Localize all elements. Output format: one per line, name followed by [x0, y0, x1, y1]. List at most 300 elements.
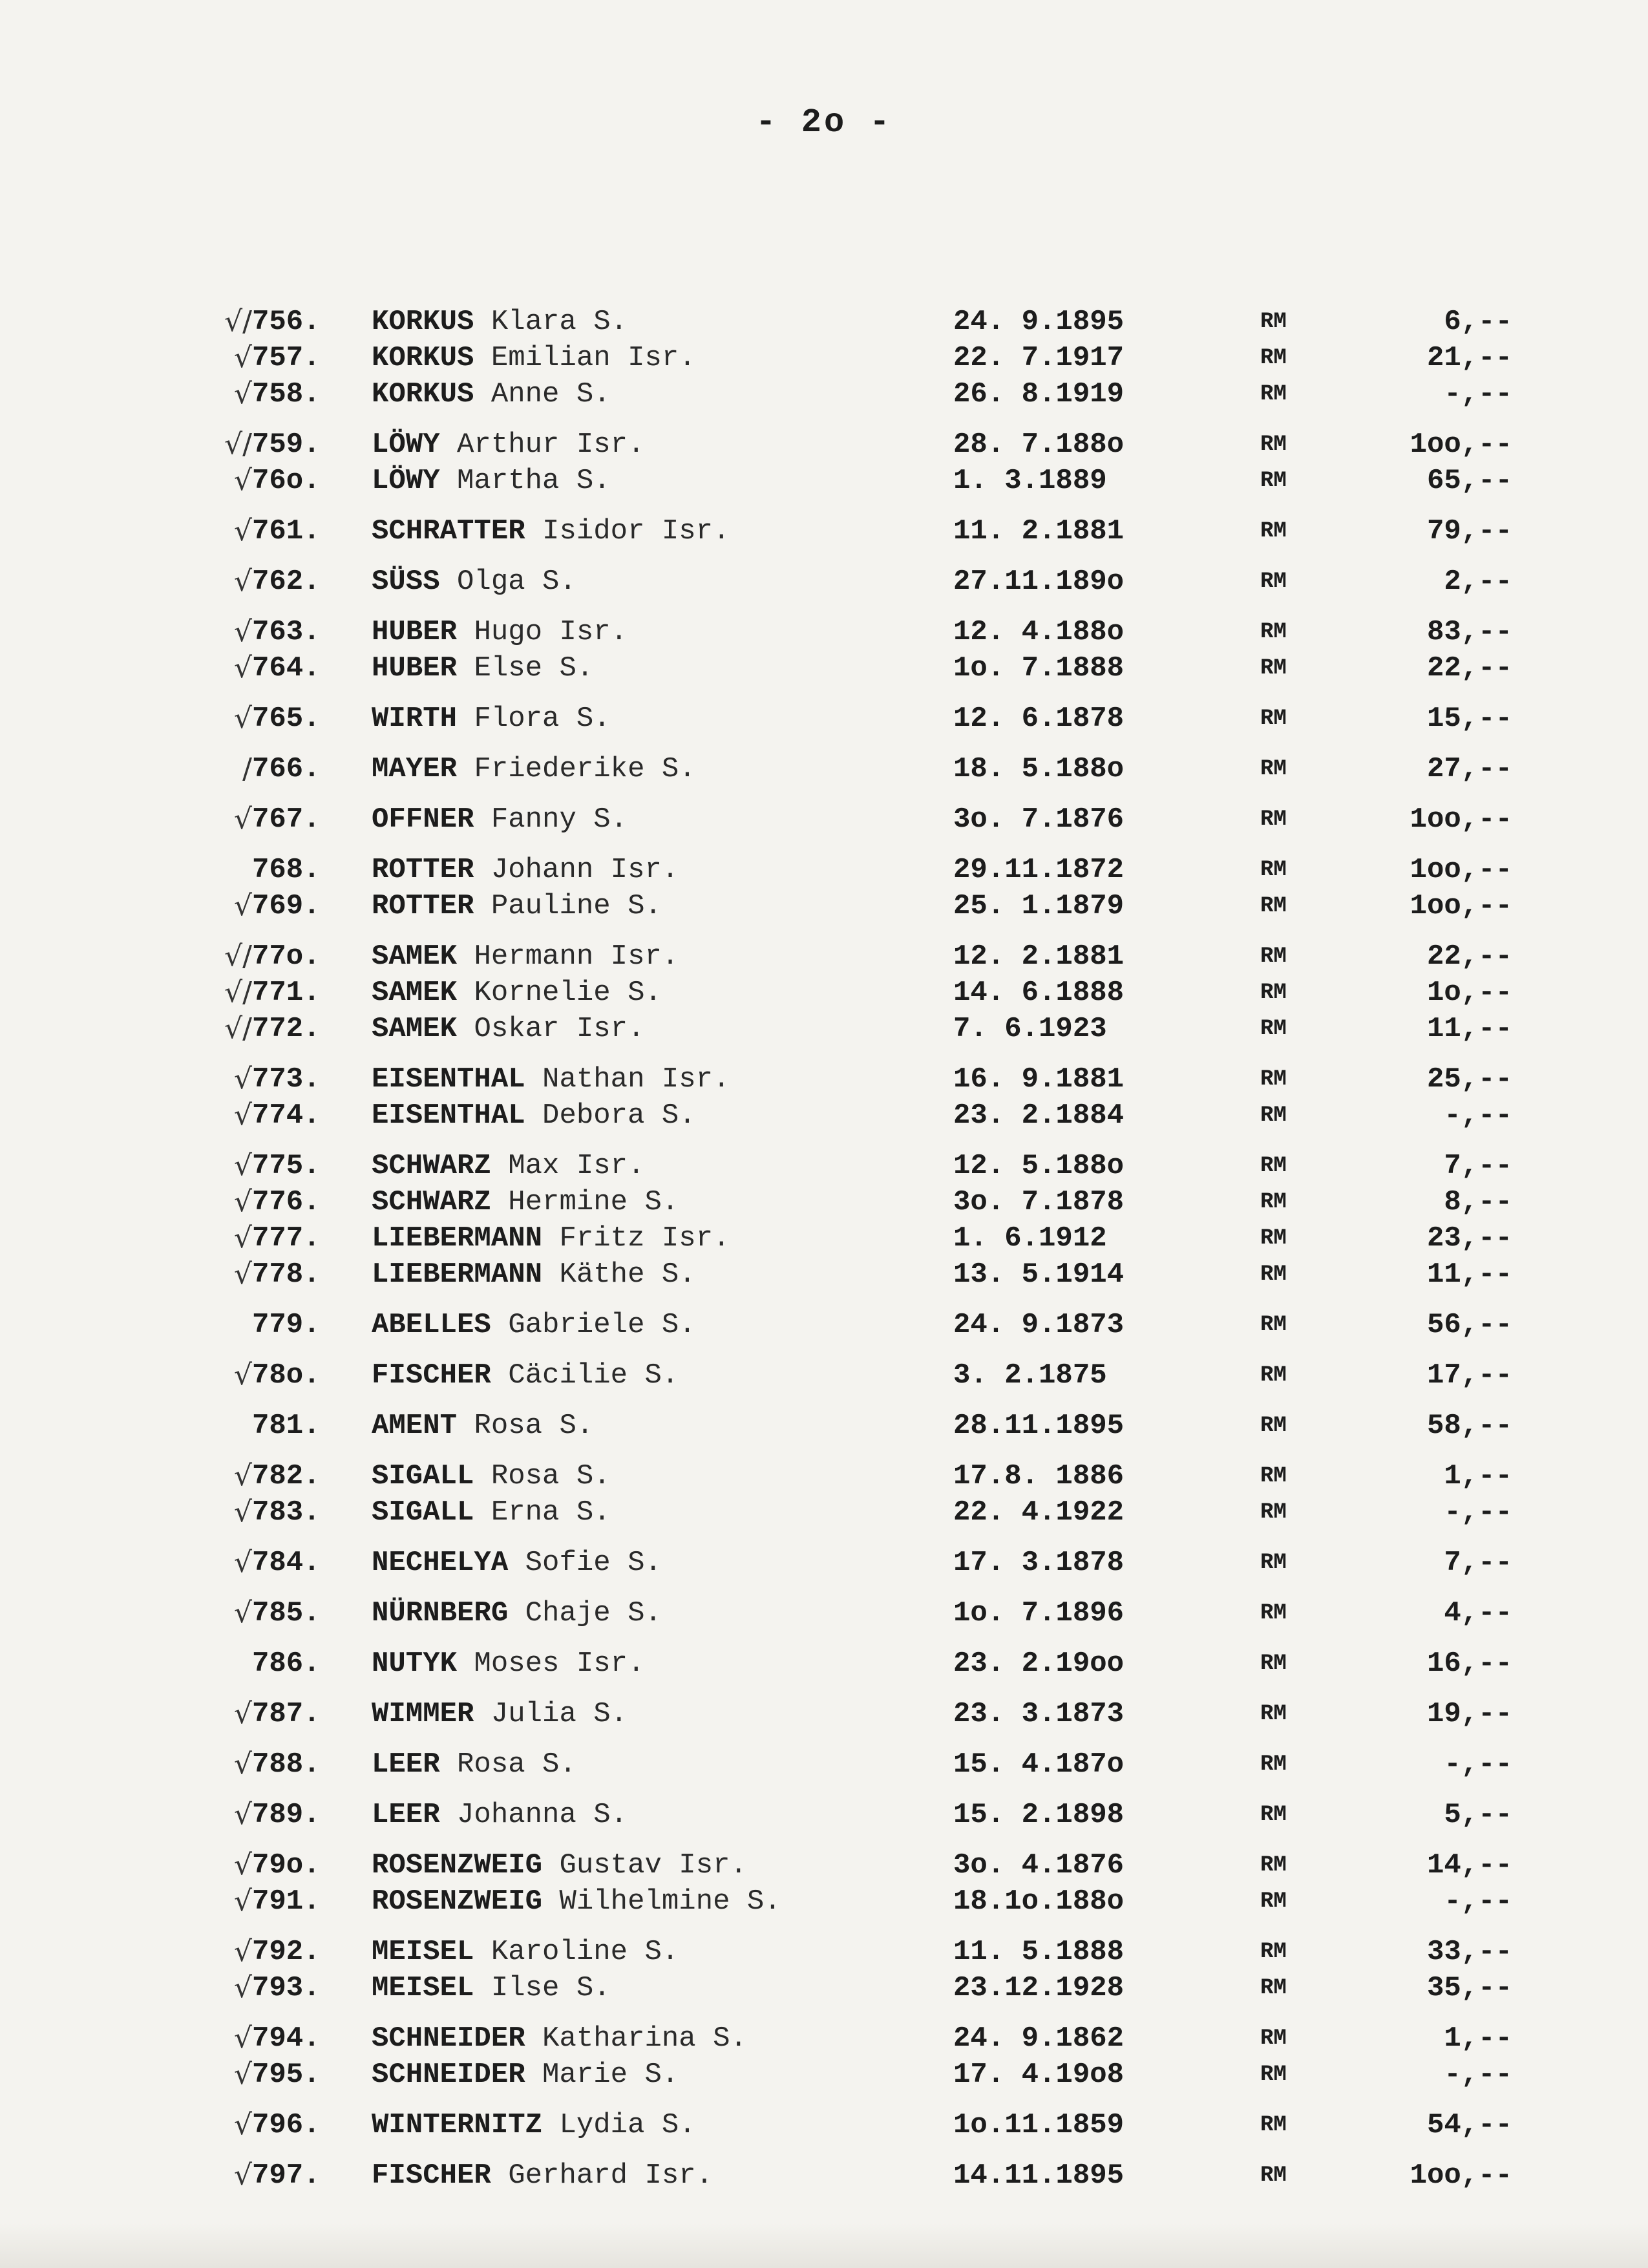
check-mark: √: [233, 514, 252, 547]
birth-date: 14. 6.1888: [953, 977, 1125, 1009]
birth-date: 1o.11.1859: [953, 2109, 1125, 2141]
amount: -,--: [1444, 1099, 1512, 1132]
currency: RM: [1260, 1190, 1287, 1214]
check-mark: √/: [224, 976, 252, 1009]
currency: RM: [1260, 1651, 1287, 1676]
birth-date: 23. 3.1873: [953, 1698, 1125, 1730]
list-item: [0, 1148, 1648, 1184]
person-name: [372, 1847, 953, 1883]
list-item: [0, 1097, 1648, 1134]
entry-number: 774.: [252, 1099, 321, 1132]
amount: 8,--: [1444, 1186, 1512, 1218]
birth-date: 12. 4.188o: [953, 616, 1125, 648]
person-name: [372, 1970, 953, 2006]
entry-number: 756.: [252, 306, 321, 338]
list-item: [0, 888, 1648, 924]
check-mark: √: [233, 1496, 252, 1529]
list-item: [0, 1797, 1648, 1833]
amount: 7,--: [1444, 1150, 1512, 1182]
check-mark: √: [233, 377, 252, 410]
surname: SÜSS: [372, 566, 440, 598]
given-name: Flora S.: [474, 703, 611, 735]
entry-list: [0, 304, 1648, 2194]
check-mark: √: [233, 2108, 252, 2141]
birth-date: 13. 5.1914: [953, 1258, 1125, 1291]
person-name: [372, 801, 953, 838]
list-item: [0, 2020, 1648, 2057]
currency: RM: [1260, 1067, 1287, 1092]
surname: WIRTH: [372, 703, 458, 735]
amount: 22,--: [1426, 940, 1512, 973]
list-item: [0, 1011, 1648, 1047]
amount: 1oo,--: [1410, 890, 1512, 922]
person-name: [372, 427, 953, 463]
surname: LIEBERMANN: [372, 1222, 543, 1255]
birth-date: 18. 5.188o: [953, 753, 1125, 785]
currency: RM: [1260, 1702, 1287, 1726]
person-name: [372, 1357, 953, 1394]
entry-number: 763.: [252, 616, 321, 648]
check-mark: √: [233, 2058, 252, 2091]
person-name: [372, 1797, 953, 1833]
list-item: [0, 1970, 1648, 2006]
surname: LEER: [372, 1799, 440, 1831]
check-mark: √: [233, 565, 252, 598]
entry-number: 773.: [252, 1063, 321, 1096]
amount: 1oo,--: [1410, 429, 1512, 461]
check-mark: √: [233, 615, 252, 648]
surname: NECHELYA: [372, 1547, 509, 1579]
given-name: Friederike S.: [474, 753, 696, 785]
person-name: [372, 1307, 953, 1343]
entry-number: 795.: [252, 2059, 321, 2091]
person-name: [372, 1883, 953, 1920]
entry-number: 797.: [252, 2159, 321, 2192]
given-name: Isidor Isr.: [542, 515, 730, 547]
amount: -,--: [1444, 2059, 1512, 2091]
currency: RM: [1260, 1363, 1287, 1388]
amount: 7,--: [1444, 1547, 1512, 1579]
currency: RM: [1260, 1889, 1287, 1914]
surname: KORKUS: [372, 378, 474, 410]
currency: RM: [1260, 1500, 1287, 1525]
given-name: Gerhard Isr.: [508, 2159, 713, 2192]
birth-date: 22. 7.1917: [953, 342, 1125, 374]
surname: ROSENZWEIG: [372, 1885, 543, 1918]
person-name: [372, 701, 953, 737]
entry-number: 796.: [252, 2109, 321, 2141]
amount: 35,--: [1426, 1972, 1512, 2004]
check-mark: √/: [224, 1012, 252, 1045]
amount: -,--: [1444, 1496, 1512, 1529]
page-number: - 2o -: [755, 103, 893, 142]
surname: SIGALL: [372, 1496, 474, 1529]
entry-number: 772.: [252, 1013, 321, 1045]
amount: 56,--: [1426, 1309, 1512, 1341]
amount: 4,--: [1444, 1597, 1512, 1629]
birth-date: 1. 6.1912: [953, 1222, 1107, 1255]
person-name: [372, 304, 953, 340]
currency: RM: [1260, 706, 1287, 731]
amount: 1o,--: [1426, 977, 1512, 1009]
given-name: Emilian Isr.: [491, 342, 696, 374]
list-item: [0, 376, 1648, 412]
check-mark: √: [233, 1222, 252, 1255]
surname: LÖWY: [372, 429, 440, 461]
list-item: [0, 751, 1648, 787]
surname: SCHWARZ: [372, 1186, 491, 1218]
entry-number: 77o.: [252, 940, 321, 973]
amount: 19,--: [1426, 1698, 1512, 1730]
list-item: [0, 564, 1648, 600]
birth-date: 12. 6.1878: [953, 703, 1125, 735]
person-name: [372, 1595, 953, 1631]
amount: 1,--: [1444, 2022, 1512, 2055]
check-mark: √: [233, 1099, 252, 1132]
given-name: Anne S.: [491, 378, 611, 410]
surname: SCHRATTER: [372, 515, 525, 547]
entry-number: 764.: [252, 652, 321, 684]
given-name: Olga S.: [457, 566, 576, 598]
amount: 25,--: [1426, 1063, 1512, 1096]
surname: MAYER: [372, 753, 458, 785]
list-item: [0, 1646, 1648, 1682]
check-mark: √: [233, 652, 252, 684]
given-name: Johann Isr.: [491, 854, 679, 886]
surname: LEER: [372, 1748, 440, 1781]
paper-edge: [0, 2223, 1648, 2268]
list-item: [0, 1696, 1648, 1732]
entry-number: 79o.: [252, 1849, 321, 1881]
surname: ROTTER: [372, 854, 474, 886]
entry-number: 787.: [252, 1698, 321, 1730]
person-name: [372, 614, 953, 650]
surname: KORKUS: [372, 306, 474, 338]
currency: RM: [1260, 1464, 1287, 1489]
person-name: [372, 751, 953, 787]
birth-date: 26. 8.1919: [953, 378, 1125, 410]
person-name: [372, 1545, 953, 1581]
amount: 1oo,--: [1410, 803, 1512, 836]
birth-date: 25. 1.1879: [953, 890, 1125, 922]
entry-number: 793.: [252, 1972, 321, 2004]
check-mark: √: [233, 702, 252, 735]
currency: RM: [1260, 1551, 1287, 1575]
currency: RM: [1260, 757, 1287, 781]
person-name: [372, 852, 953, 888]
surname: OFFNER: [372, 803, 474, 836]
entry-number: 783.: [252, 1496, 321, 1529]
entry-number: 784.: [252, 1547, 321, 1579]
list-item: [0, 1934, 1648, 1970]
currency: RM: [1260, 1803, 1287, 1827]
list-item: [0, 801, 1648, 838]
given-name: Hermann Isr.: [474, 940, 679, 973]
surname: SAMEK: [372, 940, 458, 973]
given-name: Arthur Isr.: [457, 429, 645, 461]
person-name: [372, 1934, 953, 1970]
given-name: Moses Isr.: [474, 1648, 645, 1680]
given-name: Gabriele S.: [508, 1309, 696, 1341]
list-item: [0, 938, 1648, 975]
birth-date: 15. 4.187o: [953, 1748, 1125, 1781]
list-item: [0, 1408, 1648, 1444]
amount: 2,--: [1444, 566, 1512, 598]
birth-date: 24. 9.1895: [953, 306, 1125, 338]
given-name: Erna S.: [491, 1496, 611, 1529]
currency: RM: [1260, 1103, 1287, 1128]
amount: 17,--: [1426, 1359, 1512, 1392]
list-item: [0, 1595, 1648, 1631]
currency: RM: [1260, 1154, 1287, 1178]
birth-date: 23. 2.19oo: [953, 1648, 1125, 1680]
given-name: Kornelie S.: [474, 977, 662, 1009]
person-name: [372, 1220, 953, 1256]
check-mark: √: [233, 1546, 252, 1579]
given-name: Johanna S.: [457, 1799, 628, 1831]
currency: RM: [1260, 469, 1287, 493]
surname: MEISEL: [372, 1936, 474, 1968]
list-item: [0, 2107, 1648, 2143]
surname: SCHWARZ: [372, 1150, 491, 1182]
birth-date: 28.11.1895: [953, 1410, 1125, 1442]
person-name: [372, 564, 953, 600]
check-mark: √/: [224, 428, 252, 461]
birth-date: 11. 5.1888: [953, 1936, 1125, 1968]
surname: WINTERNITZ: [372, 2109, 543, 2141]
list-item: [0, 1545, 1648, 1581]
currency: RM: [1260, 310, 1287, 334]
birth-date: 23.12.1928: [953, 1972, 1125, 2004]
currency: RM: [1260, 1853, 1287, 1878]
check-mark: √: [233, 2022, 252, 2055]
currency: RM: [1260, 1262, 1287, 1287]
birth-date: 22. 4.1922: [953, 1496, 1125, 1529]
birth-date: 28. 7.188o: [953, 429, 1125, 461]
surname: LIEBERMANN: [372, 1258, 543, 1291]
currency: RM: [1260, 569, 1287, 594]
given-name: Chaje S.: [525, 1597, 662, 1629]
person-name: [372, 340, 953, 376]
currency: RM: [1260, 1752, 1287, 1777]
surname: HUBER: [372, 616, 458, 648]
given-name: Karoline S.: [491, 1936, 679, 1968]
check-mark: √: [233, 1459, 252, 1492]
entry-number: 76o.: [252, 465, 321, 497]
given-name: Pauline S.: [491, 890, 662, 922]
list-item: [0, 1220, 1648, 1256]
list-item: [0, 975, 1648, 1011]
birth-date: 11. 2.1881: [953, 515, 1125, 547]
surname: FISCHER: [372, 2159, 491, 2192]
person-name: [372, 376, 953, 412]
birth-date: 24. 9.1873: [953, 1309, 1125, 1341]
person-name: [372, 2057, 953, 2093]
given-name: Wilhelmine S.: [559, 1885, 781, 1918]
currency: RM: [1260, 1414, 1287, 1438]
amount: 58,--: [1426, 1410, 1512, 1442]
list-item: [0, 1307, 1648, 1343]
surname: SCHNEIDER: [372, 2022, 525, 2055]
given-name: Hugo Isr.: [474, 616, 628, 648]
entry-number: 775.: [252, 1150, 321, 1182]
person-name: [372, 1148, 953, 1184]
birth-date: 17. 3.1878: [953, 1547, 1125, 1579]
entry-number: 788.: [252, 1748, 321, 1781]
given-name: Lydia S.: [559, 2109, 696, 2141]
list-item: [0, 614, 1648, 650]
amount: 5,--: [1444, 1799, 1512, 1831]
check-mark: √: [233, 1748, 252, 1781]
check-mark: √: [233, 464, 252, 497]
person-name: [372, 650, 953, 686]
list-item: [0, 1061, 1648, 1097]
birth-date: 16. 9.1881: [953, 1063, 1125, 1096]
given-name: Fanny S.: [491, 803, 628, 836]
birth-date: 14.11.1895: [953, 2159, 1125, 2192]
entry-number: 757.: [252, 342, 321, 374]
birth-date: 24. 9.1862: [953, 2022, 1125, 2055]
given-name: Fritz Isr.: [559, 1222, 730, 1255]
currency: RM: [1260, 1940, 1287, 1964]
surname: HUBER: [372, 652, 458, 684]
check-mark: √: [233, 1885, 252, 1918]
given-name: Debora S.: [542, 1099, 696, 1132]
currency: RM: [1260, 432, 1287, 457]
list-item: [0, 852, 1648, 888]
surname: SIGALL: [372, 1460, 474, 1492]
person-name: [372, 1408, 953, 1444]
currency: RM: [1260, 807, 1287, 832]
currency: RM: [1260, 944, 1287, 969]
surname: SAMEK: [372, 977, 458, 1009]
birth-date: 23. 2.1884: [953, 1099, 1125, 1132]
list-item: [0, 513, 1648, 549]
entry-number: 785.: [252, 1597, 321, 1629]
currency: RM: [1260, 2163, 1287, 2188]
entry-number: 792.: [252, 1936, 321, 1968]
given-name: Oskar Isr.: [474, 1013, 645, 1045]
given-name: Marie S.: [542, 2059, 679, 2091]
person-name: [372, 463, 953, 499]
entry-number: 786.: [252, 1648, 321, 1680]
currency: RM: [1260, 2113, 1287, 2137]
birth-date: 3o. 7.1876: [953, 803, 1125, 836]
birth-date: 29.11.1872: [953, 854, 1125, 886]
surname: ABELLES: [372, 1309, 491, 1341]
given-name: Käthe S.: [559, 1258, 696, 1291]
currency: RM: [1260, 1601, 1287, 1626]
birth-date: 17.8. 1886: [953, 1460, 1125, 1492]
currency: RM: [1260, 858, 1287, 882]
list-item: [0, 1883, 1648, 1920]
person-name: [372, 888, 953, 924]
check-mark: √: [233, 1596, 252, 1629]
list-item: [0, 650, 1648, 686]
surname: SAMEK: [372, 1013, 458, 1045]
surname: KORKUS: [372, 342, 474, 374]
amount: 1oo,--: [1410, 2159, 1512, 2192]
given-name: Rosa S.: [491, 1460, 611, 1492]
amount: 1oo,--: [1410, 854, 1512, 886]
given-name: Julia S.: [491, 1698, 628, 1730]
amount: -,--: [1444, 1885, 1512, 1918]
amount: 6,--: [1444, 306, 1512, 338]
entry-number: 758.: [252, 378, 321, 410]
birth-date: 17. 4.19o8: [953, 2059, 1125, 2091]
check-mark: √: [233, 1359, 252, 1392]
currency: RM: [1260, 1976, 1287, 2000]
amount: -,--: [1444, 1748, 1512, 1781]
entry-number: 778.: [252, 1258, 321, 1291]
amount: 83,--: [1426, 616, 1512, 648]
list-item: [0, 2157, 1648, 2194]
person-name: [372, 1011, 953, 1047]
surname: NUTYK: [372, 1648, 458, 1680]
amount: 65,--: [1426, 465, 1512, 497]
currency: RM: [1260, 382, 1287, 407]
check-mark: √: [233, 889, 252, 922]
entry-number: 759.: [252, 429, 321, 461]
entry-number: 779.: [252, 1309, 321, 1341]
check-mark: /: [242, 752, 252, 785]
entry-number: 776.: [252, 1186, 321, 1218]
birth-date: 7. 6.1923: [953, 1013, 1107, 1045]
person-name: [372, 975, 953, 1011]
person-name: [372, 2107, 953, 2143]
entry-number: 761.: [252, 515, 321, 547]
entry-number: 767.: [252, 803, 321, 836]
currency: RM: [1260, 346, 1287, 370]
check-mark: √: [233, 1149, 252, 1182]
currency: RM: [1260, 1313, 1287, 1337]
entry-number: 791.: [252, 1885, 321, 1918]
given-name: Ilse S.: [491, 1972, 611, 2004]
currency: RM: [1260, 1017, 1287, 1041]
list-item: [0, 1746, 1648, 1783]
entry-number: 762.: [252, 566, 321, 598]
amount: 16,--: [1426, 1648, 1512, 1680]
entry-number: 781.: [252, 1410, 321, 1442]
person-name: [372, 1696, 953, 1732]
check-mark: √: [233, 1935, 252, 1968]
birth-date: 3o. 4.1876: [953, 1849, 1125, 1881]
birth-date: 15. 2.1898: [953, 1799, 1125, 1831]
person-name: [372, 1184, 953, 1220]
amount: 15,--: [1426, 703, 1512, 735]
given-name: Rosa S.: [457, 1748, 576, 1781]
birth-date: 1o. 7.1896: [953, 1597, 1125, 1629]
person-name: [372, 1458, 953, 1494]
amount: 1,--: [1444, 1460, 1512, 1492]
entry-number: 794.: [252, 2022, 321, 2055]
currency: RM: [1260, 2062, 1287, 2087]
amount: 11,--: [1426, 1013, 1512, 1045]
amount: 11,--: [1426, 1258, 1512, 1291]
given-name: Else S.: [474, 652, 594, 684]
check-mark: √: [233, 1185, 252, 1218]
amount: 27,--: [1426, 753, 1512, 785]
person-name: [372, 513, 953, 549]
currency: RM: [1260, 620, 1287, 644]
list-item: [0, 463, 1648, 499]
amount: 22,--: [1426, 652, 1512, 684]
check-mark: √: [233, 1258, 252, 1291]
amount: -,--: [1444, 378, 1512, 410]
person-name: [372, 1646, 953, 1682]
person-name: [372, 938, 953, 975]
list-item: [0, 2057, 1648, 2093]
